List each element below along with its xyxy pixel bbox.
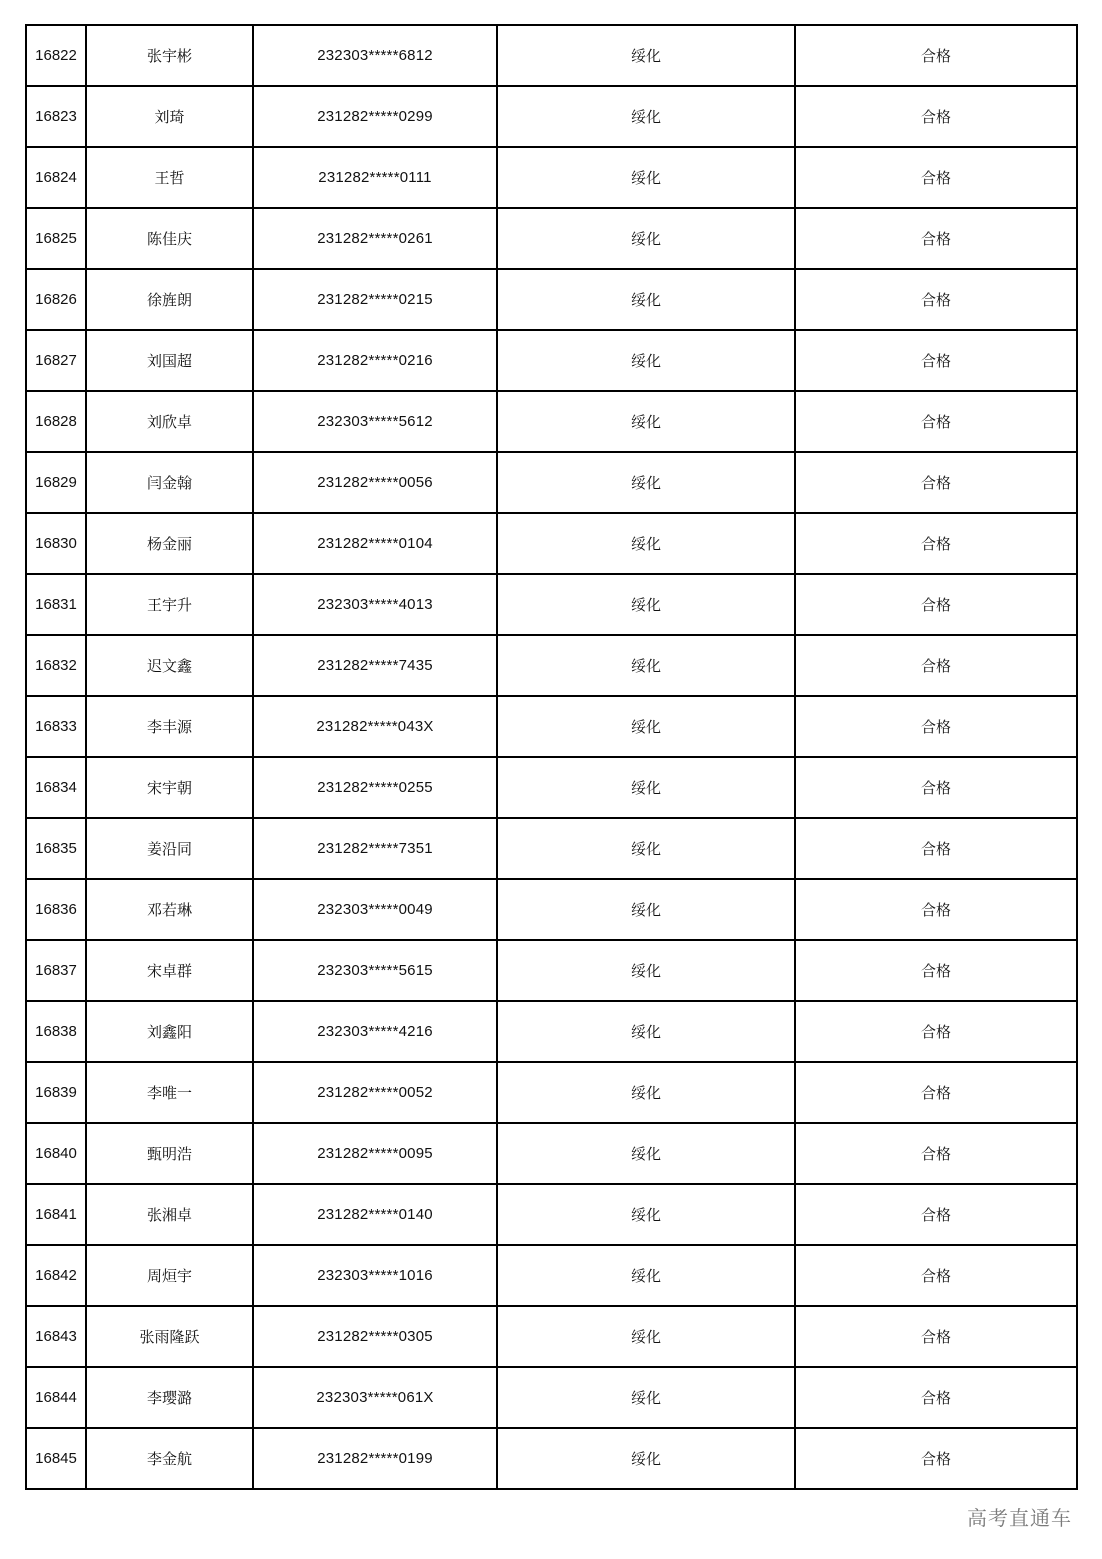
city-cell: 绥化 <box>497 818 795 879</box>
id-number-cell: 232303*****4013 <box>253 574 497 635</box>
result-cell: 合格 <box>795 1123 1077 1184</box>
city-cell: 绥化 <box>497 879 795 940</box>
city-cell: 绥化 <box>497 269 795 330</box>
city-cell: 绥化 <box>497 452 795 513</box>
name-cell: 王宇升 <box>86 574 253 635</box>
table-row <box>26 940 1077 1001</box>
result-cell: 合格 <box>795 879 1077 940</box>
row-number-cell: 16823 <box>26 86 86 147</box>
table-row <box>26 208 1077 269</box>
city-cell: 绥化 <box>497 1428 795 1489</box>
result-cell: 合格 <box>795 757 1077 818</box>
result-cell: 合格 <box>795 818 1077 879</box>
row-number-cell: 16838 <box>26 1001 86 1062</box>
city-cell: 绥化 <box>497 25 795 86</box>
id-number-cell: 232303*****6812 <box>253 25 497 86</box>
id-number-cell: 231282*****0095 <box>253 1123 497 1184</box>
city-cell: 绥化 <box>497 696 795 757</box>
table-row <box>26 1062 1077 1123</box>
name-cell: 李唯一 <box>86 1062 253 1123</box>
name-cell: 李丰源 <box>86 696 253 757</box>
row-number-cell: 16830 <box>26 513 86 574</box>
row-number-cell: 16836 <box>26 879 86 940</box>
id-number-cell: 231282*****0199 <box>253 1428 497 1489</box>
id-number-cell: 232303*****5615 <box>253 940 497 1001</box>
id-number-cell: 232303*****0049 <box>253 879 497 940</box>
table-row <box>26 513 1077 574</box>
city-cell: 绥化 <box>497 940 795 1001</box>
table-row <box>26 1184 1077 1245</box>
results-table <box>25 24 1078 1490</box>
id-number-cell: 231282*****0052 <box>253 1062 497 1123</box>
id-number-cell: 231282*****0111 <box>253 147 497 208</box>
id-number-cell: 231282*****0056 <box>253 452 497 513</box>
city-cell: 绥化 <box>497 574 795 635</box>
id-number-cell: 232303*****1016 <box>253 1245 497 1306</box>
result-cell: 合格 <box>795 1184 1077 1245</box>
row-number-cell: 16842 <box>26 1245 86 1306</box>
table-row <box>26 1428 1077 1489</box>
result-cell: 合格 <box>795 86 1077 147</box>
table-row <box>26 635 1077 696</box>
table-row <box>26 1123 1077 1184</box>
city-cell: 绥化 <box>497 330 795 391</box>
id-number-cell: 231282*****0104 <box>253 513 497 574</box>
result-cell: 合格 <box>795 574 1077 635</box>
result-cell: 合格 <box>795 391 1077 452</box>
result-cell: 合格 <box>795 208 1077 269</box>
row-number-cell: 16827 <box>26 330 86 391</box>
id-number-cell: 231282*****0305 <box>253 1306 497 1367</box>
table-row <box>26 86 1077 147</box>
name-cell: 王哲 <box>86 147 253 208</box>
name-cell: 徐旌朗 <box>86 269 253 330</box>
city-cell: 绥化 <box>497 1123 795 1184</box>
result-cell: 合格 <box>795 513 1077 574</box>
name-cell: 张雨隆跃 <box>86 1306 253 1367</box>
table-row <box>26 391 1077 452</box>
id-number-cell: 231282*****0299 <box>253 86 497 147</box>
results-table-body <box>26 25 1077 1489</box>
name-cell: 甄明浩 <box>86 1123 253 1184</box>
id-number-cell: 231282*****0215 <box>253 269 497 330</box>
row-number-cell: 16826 <box>26 269 86 330</box>
table-row <box>26 25 1077 86</box>
table-row <box>26 696 1077 757</box>
result-cell: 合格 <box>795 147 1077 208</box>
result-cell: 合格 <box>795 940 1077 1001</box>
result-cell: 合格 <box>795 269 1077 330</box>
city-cell: 绥化 <box>497 147 795 208</box>
id-number-cell: 232303*****061X <box>253 1367 497 1428</box>
id-number-cell: 231282*****7435 <box>253 635 497 696</box>
table-row <box>26 452 1077 513</box>
row-number-cell: 16828 <box>26 391 86 452</box>
name-cell: 周烜宇 <box>86 1245 253 1306</box>
city-cell: 绥化 <box>497 757 795 818</box>
name-cell: 迟文鑫 <box>86 635 253 696</box>
table-row <box>26 147 1077 208</box>
row-number-cell: 16834 <box>26 757 86 818</box>
id-number-cell: 232303*****4216 <box>253 1001 497 1062</box>
name-cell: 陈佳庆 <box>86 208 253 269</box>
id-number-cell: 231282*****043X <box>253 696 497 757</box>
name-cell: 杨金丽 <box>86 513 253 574</box>
row-number-cell: 16831 <box>26 574 86 635</box>
name-cell: 李金航 <box>86 1428 253 1489</box>
result-cell: 合格 <box>795 696 1077 757</box>
table-row <box>26 574 1077 635</box>
name-cell: 李璎潞 <box>86 1367 253 1428</box>
table-row <box>26 879 1077 940</box>
city-cell: 绥化 <box>497 513 795 574</box>
watermark-text: 高考直通车 <box>965 1502 1074 1531</box>
name-cell: 刘鑫阳 <box>86 1001 253 1062</box>
table-row <box>26 818 1077 879</box>
result-cell: 合格 <box>795 330 1077 391</box>
row-number-cell: 16844 <box>26 1367 86 1428</box>
table-row <box>26 1001 1077 1062</box>
result-cell: 合格 <box>795 452 1077 513</box>
row-number-cell: 16843 <box>26 1306 86 1367</box>
name-cell: 邓若琳 <box>86 879 253 940</box>
city-cell: 绥化 <box>497 391 795 452</box>
row-number-cell: 16829 <box>26 452 86 513</box>
id-number-cell: 231282*****0216 <box>253 330 497 391</box>
table-row <box>26 1367 1077 1428</box>
row-number-cell: 16845 <box>26 1428 86 1489</box>
city-cell: 绥化 <box>497 86 795 147</box>
name-cell: 刘欣卓 <box>86 391 253 452</box>
id-number-cell: 231282*****0140 <box>253 1184 497 1245</box>
table-row <box>26 330 1077 391</box>
row-number-cell: 16839 <box>26 1062 86 1123</box>
result-cell: 合格 <box>795 1062 1077 1123</box>
row-number-cell: 16837 <box>26 940 86 1001</box>
result-cell: 合格 <box>795 1001 1077 1062</box>
table-row <box>26 1245 1077 1306</box>
name-cell: 张宇彬 <box>86 25 253 86</box>
city-cell: 绥化 <box>497 635 795 696</box>
row-number-cell: 16833 <box>26 696 86 757</box>
name-cell: 宋卓群 <box>86 940 253 1001</box>
id-number-cell: 231282*****0255 <box>253 757 497 818</box>
row-number-cell: 16835 <box>26 818 86 879</box>
row-number-cell: 16832 <box>26 635 86 696</box>
table-row <box>26 1306 1077 1367</box>
name-cell: 姜沿同 <box>86 818 253 879</box>
name-cell: 刘琦 <box>86 86 253 147</box>
name-cell: 闫金翰 <box>86 452 253 513</box>
row-number-cell: 16825 <box>26 208 86 269</box>
row-number-cell: 16822 <box>26 25 86 86</box>
name-cell: 刘国超 <box>86 330 253 391</box>
result-cell: 合格 <box>795 1245 1077 1306</box>
row-number-cell: 16840 <box>26 1123 86 1184</box>
row-number-cell: 16841 <box>26 1184 86 1245</box>
name-cell: 宋宇朝 <box>86 757 253 818</box>
city-cell: 绥化 <box>497 1184 795 1245</box>
name-cell: 张湘卓 <box>86 1184 253 1245</box>
city-cell: 绥化 <box>497 1245 795 1306</box>
table-row <box>26 757 1077 818</box>
city-cell: 绥化 <box>497 1001 795 1062</box>
city-cell: 绥化 <box>497 1306 795 1367</box>
result-cell: 合格 <box>795 25 1077 86</box>
table-row <box>26 269 1077 330</box>
id-number-cell: 232303*****5612 <box>253 391 497 452</box>
id-number-cell: 231282*****7351 <box>253 818 497 879</box>
city-cell: 绥化 <box>497 1062 795 1123</box>
id-number-cell: 231282*****0261 <box>253 208 497 269</box>
row-number-cell: 16824 <box>26 147 86 208</box>
city-cell: 绥化 <box>497 208 795 269</box>
result-cell: 合格 <box>795 1428 1077 1489</box>
result-cell: 合格 <box>795 1306 1077 1367</box>
result-cell: 合格 <box>795 635 1077 696</box>
result-cell: 合格 <box>795 1367 1077 1428</box>
city-cell: 绥化 <box>497 1367 795 1428</box>
